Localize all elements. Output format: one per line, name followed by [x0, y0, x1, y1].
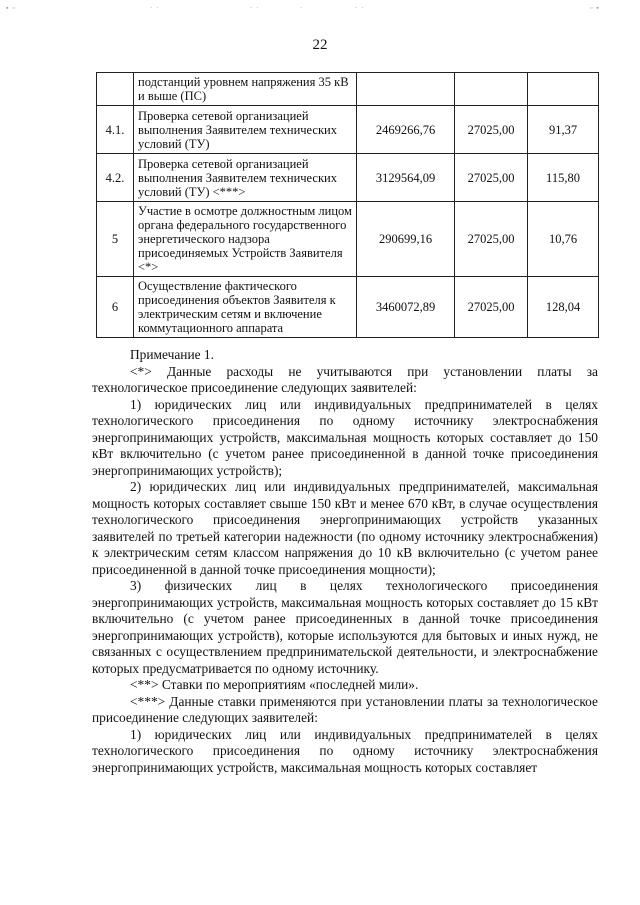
scan-artifact: ▫ ▪ — [590, 4, 600, 12]
notes-section — [92, 347, 598, 776]
table-row — [97, 277, 599, 338]
page-number: 22 — [312, 37, 328, 53]
scan-artifact: · · — [150, 4, 160, 12]
note-paragraph: 2) юридических лиц или индивидуальных предпринимателей, максимальная мощность которых составляет свыше 150 кВт и менее 670 кВт, в случае осуществления технологического присоединения энергопринимающих устройств указанных заявителей по третьей категории надежности (по одному источнику электроснабжения) к электрическим сетям классом напряжения до 10 кВ включительно (с учетом ранее присоединенной в данной точке присоединения мощности); — [92, 479, 598, 577]
row-value-cell — [455, 73, 528, 106]
row-number-cell: 6 — [97, 277, 134, 338]
row-value-cell: 91,37 — [528, 106, 599, 154]
row-value-cell: 27025,00 — [455, 106, 528, 154]
row-value-cell — [357, 73, 455, 106]
row-number-cell: 4.1. — [97, 106, 134, 154]
table-row — [97, 73, 599, 106]
table-row — [97, 106, 599, 154]
row-description-cell: Осуществление фактического присоединения объектов Заявителя к электрическим сетям и включение коммутационного аппарата — [134, 277, 357, 338]
row-number-cell: 4.2. — [97, 154, 134, 202]
row-number-cell: 5 — [97, 202, 134, 277]
row-value-cell: 115,80 — [528, 154, 599, 202]
note-paragraph: <**> Ставки по мероприятиям «последней мили». — [130, 677, 419, 692]
row-value-cell: 290699,16 — [357, 202, 455, 277]
rates-table — [96, 72, 599, 338]
row-value-cell: 128,04 — [528, 277, 599, 338]
table-row — [97, 154, 599, 202]
note-paragraph: 3) физических лиц в целях технологического присоединения энергопринимающих устройств, максимальная мощность которых составляет до 15 кВт включительно (с учетом ранее присоединенных в данной точке присоединения энергопринимающих устройств), которые используются для бытовых и иных нужд, не связанных с осуществлением предпринимательской деятельности, и электроснабжение которых предусматривается по одному источнику. — [92, 578, 598, 676]
row-value-cell — [528, 73, 599, 106]
table-row — [97, 202, 599, 277]
scan-artifact: · — [300, 4, 304, 12]
row-value-cell: 27025,00 — [455, 202, 528, 277]
note-paragraph: 1) юридических лиц или индивидуальных предпринимателей в целях технологического присоединения по одному источнику электроснабжения энергопринимающих устройств, максимальная мощность которых составляет — [92, 726, 598, 775]
row-description-cell: подстанций уровнем напряжения 35 кВ и выше (ПС) — [134, 73, 357, 106]
row-value-cell: 27025,00 — [455, 154, 528, 202]
row-description-cell: Проверка сетевой организацией выполнения Заявителем технических условий (ТУ) — [134, 106, 357, 154]
note-paragraph: <***> Данные ставки применяются при установлении платы за технологическое присоединение следующих заявителей: — [92, 693, 598, 725]
row-value-cell: 2469266,76 — [357, 106, 455, 154]
scan-artifact: · · — [355, 4, 365, 12]
scan-artifact: ▪ ▫ — [6, 4, 16, 12]
note-heading: Примечание 1. — [130, 347, 214, 362]
row-value-cell: 3129564,09 — [357, 154, 455, 202]
row-number-cell — [97, 73, 134, 106]
scan-artifact: · · — [250, 4, 260, 12]
row-value-cell: 27025,00 — [455, 277, 528, 338]
row-description-cell: Проверка сетевой организацией выполнения Заявителем технических условий (ТУ) <***> — [134, 154, 357, 202]
note-paragraph: 1) юридических лиц или индивидуальных предпринимателей в целях технологического присоединения по одному источнику электроснабжения энергопринимающих устройств, максимальная мощность которых составляет до 150 кВт включительно (с учетом ранее присоединенной в данной точке присоединения энергопринимающих устройств); — [92, 396, 598, 478]
row-value-cell: 3460072,89 — [357, 277, 455, 338]
note-paragraph: <*> Данные расходы не учитываются при установлении платы за технологическое присоединение следующих заявителей: — [92, 363, 598, 395]
row-value-cell: 10,76 — [528, 202, 599, 277]
row-description-cell: Участие в осмотре должностным лицом органа федерального государственного энергетического надзора присоединяемых Устройств Заявителя <*> — [134, 202, 357, 277]
